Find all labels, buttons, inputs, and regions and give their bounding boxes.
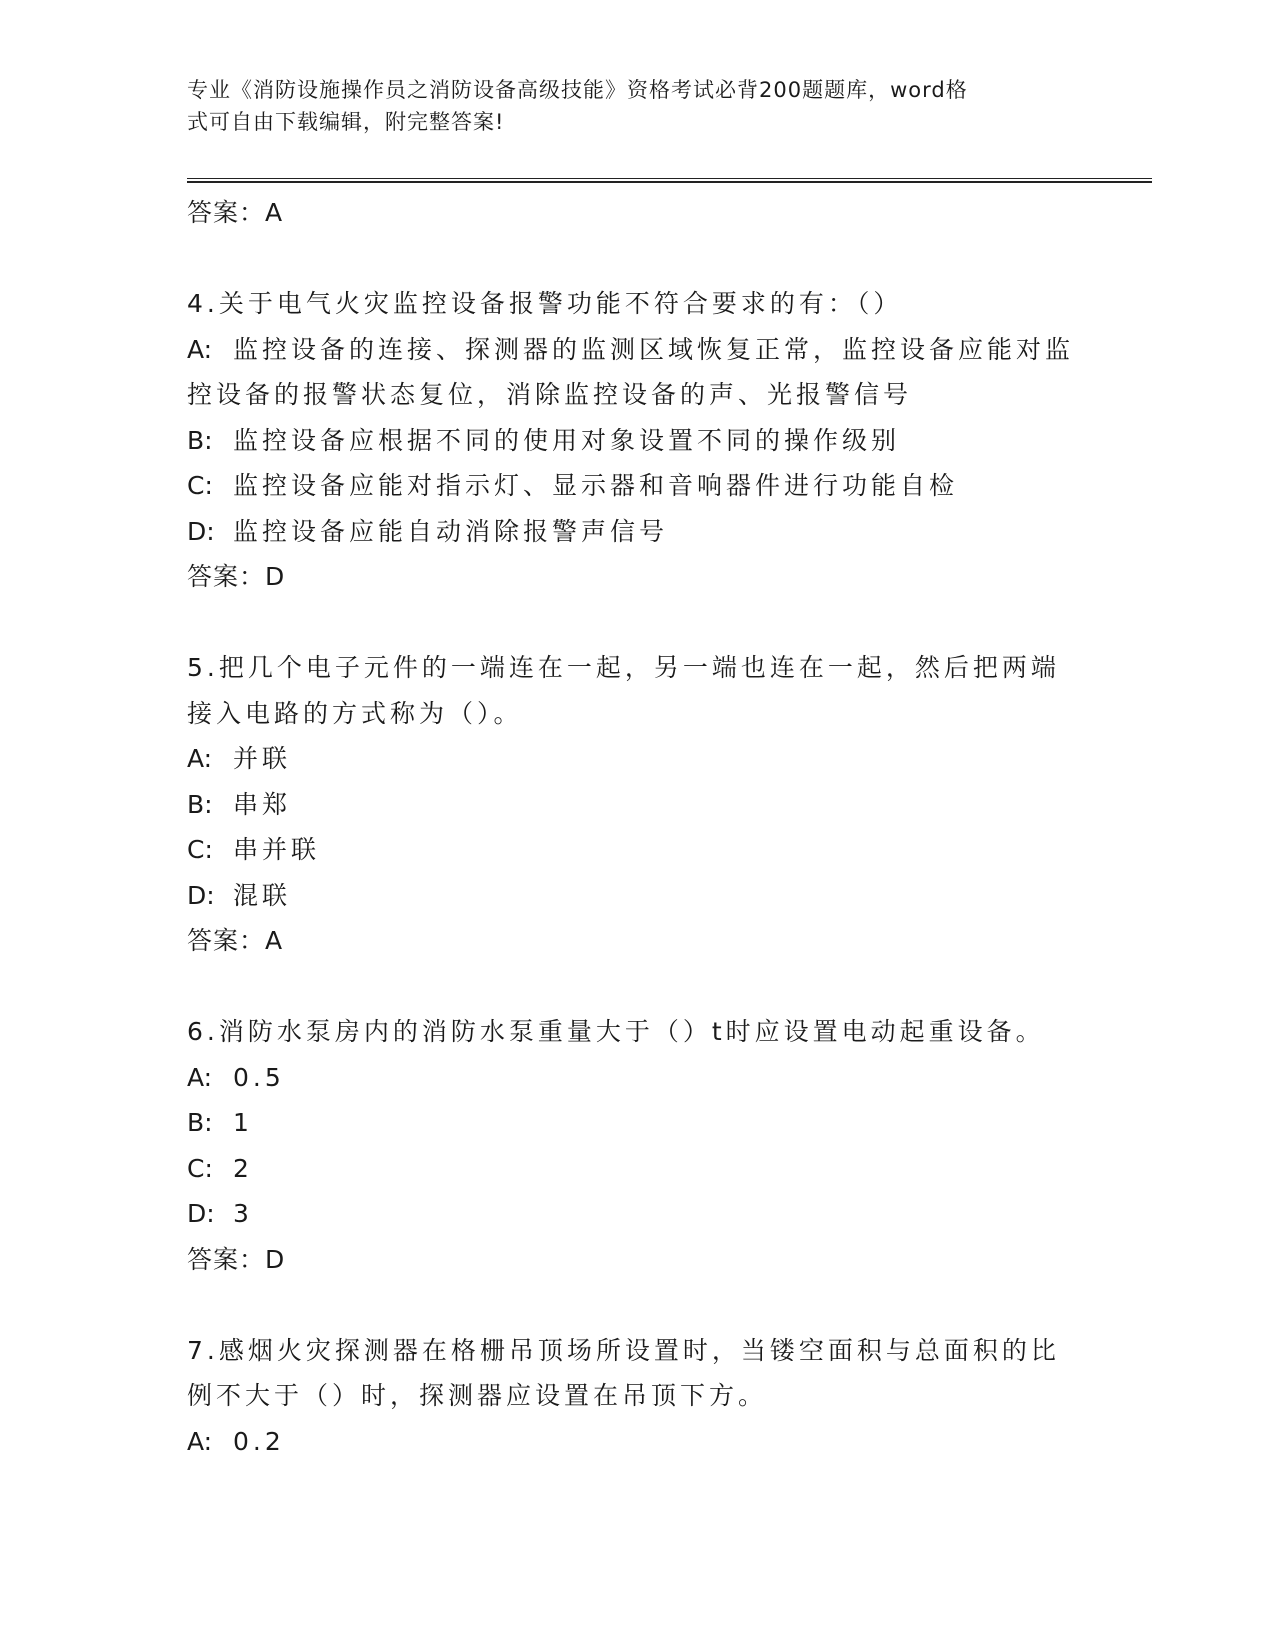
option-text: 混联 — [233, 880, 292, 910]
option-text: 3 — [233, 1199, 253, 1228]
option-label: B: — [187, 789, 213, 819]
question-stem-line: 例不大于（）时，探测器应设置在吊顶下方。 — [187, 1381, 768, 1410]
option-label: A: — [187, 334, 213, 364]
option-line — [187, 463, 1127, 509]
question-stem-line: 接入电路的方式称为（）。 — [187, 698, 523, 728]
option-text: 串郑 — [233, 789, 292, 819]
option-line — [187, 1100, 1127, 1146]
option-line — [187, 509, 1127, 555]
question-block — [187, 645, 1127, 964]
answer-line: 答案：D — [187, 562, 286, 591]
header-line: 专业《消防设施操作员之消防设备高级技能》资格考试必背200题题库，word格 — [187, 78, 968, 102]
question-block — [187, 1328, 1127, 1465]
option-line: 控设备的报警状态复位，消除监控设备的声、光报警信号 — [187, 380, 913, 409]
question-spacer — [187, 1282, 1127, 1328]
option-text: 监控设备应能自动消除报警声信号 — [233, 516, 669, 546]
option-line — [187, 327, 1127, 373]
option-label: D: — [187, 516, 215, 546]
option-label: C: — [187, 471, 213, 500]
option-line — [187, 827, 1127, 873]
option-label: B: — [187, 425, 213, 455]
option-line — [187, 1419, 1127, 1465]
question-spacer — [187, 600, 1127, 646]
question-stem-line: 7.感烟火灾探测器在格栅吊顶场所设置时，当镂空面积与总面积的比 — [187, 1335, 1060, 1365]
question-list — [187, 190, 1127, 1464]
option-line — [187, 736, 1127, 782]
question-spacer — [187, 236, 1127, 282]
question-block — [187, 281, 1127, 600]
option-line — [187, 1146, 1127, 1192]
option-label: D: — [187, 880, 215, 910]
option-text: 2 — [233, 1153, 253, 1183]
option-line — [187, 1055, 1127, 1101]
option-text: 监控设备应能对指示灯、显示器和音响器件进行功能自检 — [233, 471, 959, 500]
answer-line: 答案：A — [187, 926, 284, 955]
option-text: 0.2 — [233, 1426, 285, 1456]
option-line — [187, 418, 1127, 464]
option-label: D: — [187, 1199, 215, 1228]
option-text: 并联 — [233, 744, 292, 773]
question-block — [187, 1009, 1127, 1282]
option-label: A: — [187, 744, 213, 773]
answer-line: 答案：D — [187, 1244, 286, 1274]
option-text: 0.5 — [233, 1062, 285, 1092]
option-line — [187, 782, 1127, 828]
option-label: A: — [187, 1062, 213, 1092]
option-text: 串并联 — [233, 835, 321, 864]
option-label: C: — [187, 835, 213, 864]
option-line — [187, 873, 1127, 919]
option-text: 监控设备应根据不同的使用对象设置不同的操作级别 — [233, 425, 901, 455]
page-header — [187, 74, 1067, 138]
option-label: C: — [187, 1153, 213, 1183]
option-text: 1 — [233, 1108, 253, 1137]
question-spacer — [187, 964, 1127, 1010]
option-label: A: — [187, 1426, 213, 1456]
question-stem-line: 4.关于电气火灾监控设备报警功能不符合要求的有：（） — [187, 289, 903, 318]
option-text: 监控设备的连接、探测器的监测区域恢复正常，监控设备应能对监 — [233, 334, 1075, 364]
header-line: 式可自由下载编辑，附完整答案! — [187, 110, 505, 134]
header-divider — [187, 178, 1152, 183]
question-stem-line: 6.消防水泵房内的消防水泵重量大于（）t时应设置电动起重设备。 — [187, 1017, 1045, 1046]
option-label: B: — [187, 1108, 213, 1137]
answer-line: 答案：A — [187, 198, 284, 227]
question-stem-line: 5.把几个电子元件的一端连在一起，另一端也连在一起，然后把两端 — [187, 653, 1060, 682]
option-line — [187, 1191, 1127, 1237]
